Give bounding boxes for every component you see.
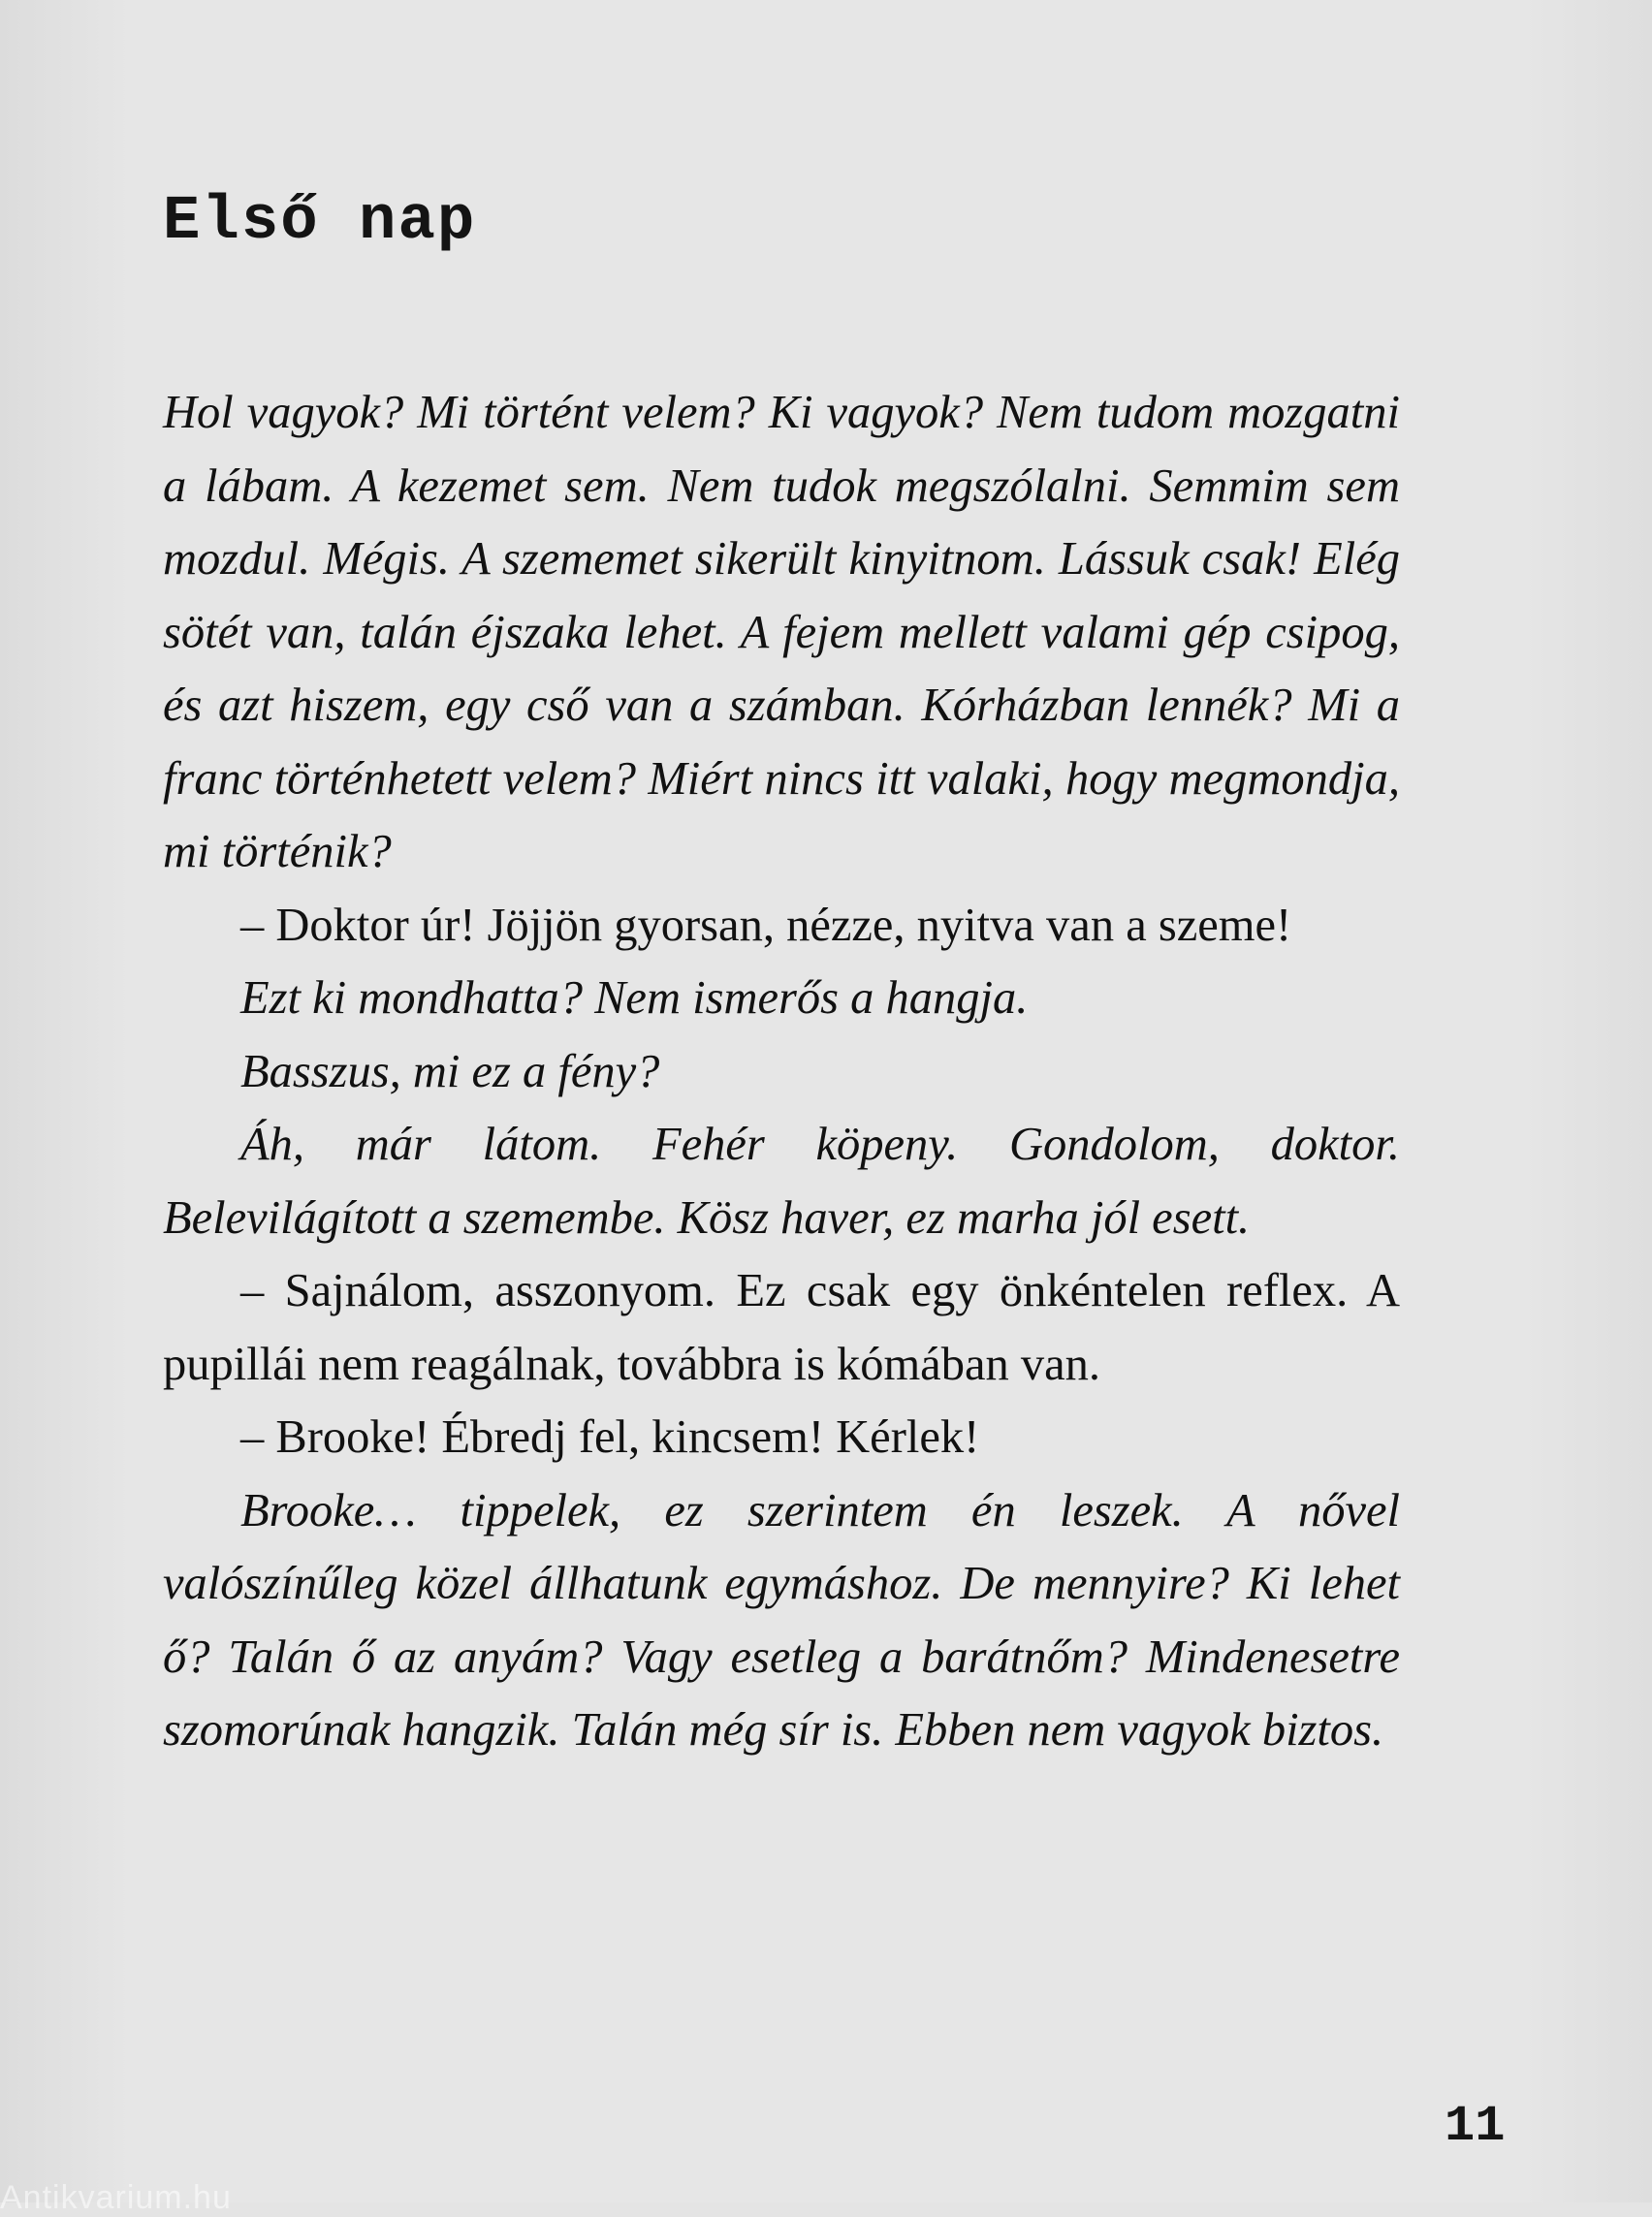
page-number: 11 [1445,2098,1506,2155]
body-text [163,376,1400,1767]
paragraph: Ezt ki mondhatta? Nem ismerős a hangja. [240,972,1029,1024]
paragraph: Brooke… tippelek, ez szerintem én leszek. A nővel valószínűleg közel állhatunk egymáshoz. De mennyire? Ki lehet ő? Talán ő az anyám? Vagy esetleg a barátnőm? Mindenesetre szomorúnak hangzik. Talán még sír is. Ebben nem vagyok biztos. [163,1484,1400,1756]
paragraph: – Brooke! Ébredj fel, kincsem! Kérlek! [240,1411,980,1463]
paragraph: Áh, már látom. Fehér köpeny. Gondolom, doktor. Belevilágított a szemembe. Kösz haver, ez marha jól esett. [163,1119,1400,1244]
paragraph: Basszus, mi ez a fény? [240,1045,660,1097]
paragraph: Hol vagyok? Mi történt velem? Ki vagyok? Nem tudom mozgatni a lábam. A kezemet sem. Nem tudok megszólalni. Semmim sem mozdul. Mégis. A szememet sikerült kinyitnom. Lássuk csak! Elég sötét van, talán éjszaka lehet. A fejem mellett valami gép csipog, és azt hiszem, egy cső van a számban. Kórházban lennék? Mi a franc történhetett velem? Miért nincs itt valaki, hogy megmondja, mi történik? [163,387,1400,877]
paragraph: – Sajnálom, asszonyom. Ez csak egy önkéntelen reflex. A pupillái nem reagálnak, továbbra is kómában van. [163,1265,1400,1390]
watermark: Antikvarium.hu [0,2179,232,2216]
chapter-title: Első nap [163,186,477,257]
paragraph: – Doktor úr! Jöjjön gyorsan, nézze, nyitva van a szeme! [240,899,1292,951]
